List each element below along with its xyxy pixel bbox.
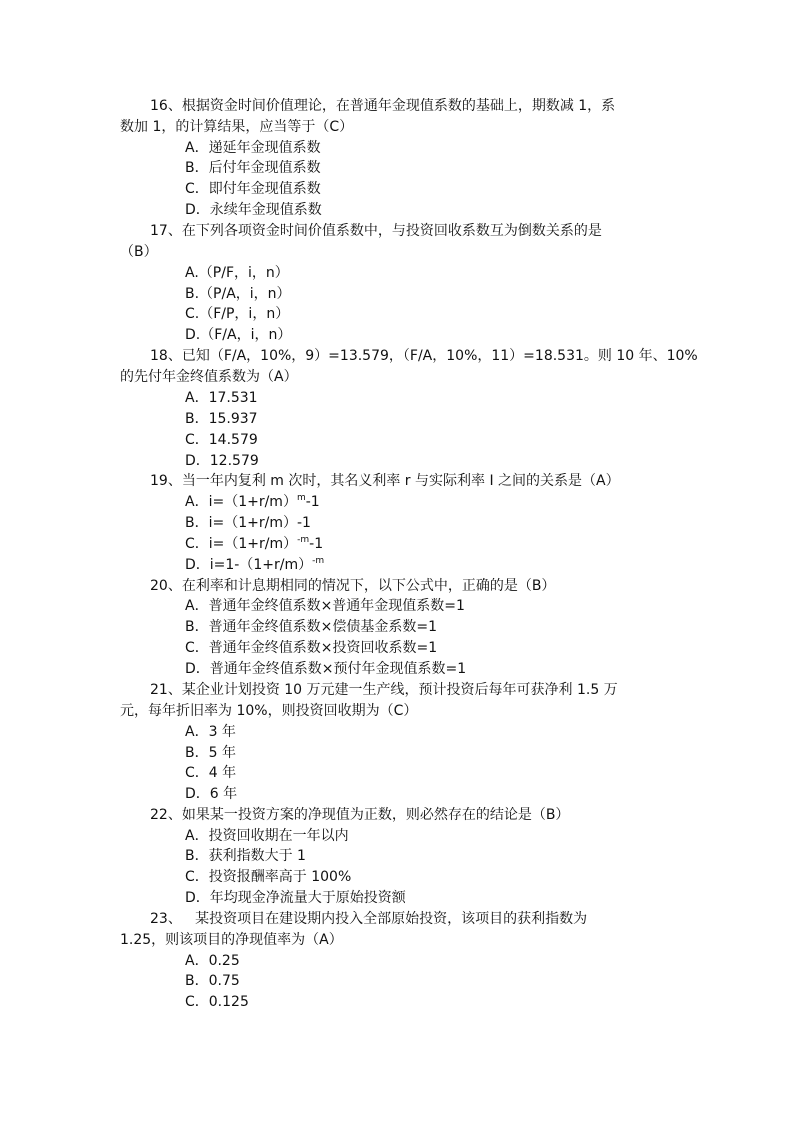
- question-19: 19、当一年内复利 m 次时，其名义利率 r 与实际利率 I 之间的关系是（A）: [150, 473, 620, 489]
- option-19d-base: D．i=1-（1+r/m）: [185, 557, 313, 573]
- question-21: 21、某企业计划投资 10 万元建一生产线，预计投资后每年可获净利 1.5 万: [150, 682, 618, 698]
- option-19c-tail: -1: [309, 536, 324, 552]
- option-19a-tail: -1: [305, 494, 320, 510]
- option-18a: A．17.531: [185, 390, 258, 406]
- option-19b: [185, 513, 311, 533]
- question-16-continued: 数加 1，的计算结果，应当等于（C）: [120, 119, 354, 135]
- option-16b: B．后付年金现值系数: [185, 160, 321, 176]
- question-17: 17、在下列各项资金时间价值系数中，与投资回收系数互为倒数关系的是: [150, 223, 602, 239]
- question-16: 16、根据资金时间价值理论，在普通年金现值系数的基础上，期数减 1，系: [150, 98, 616, 114]
- question-20: 20、在利率和计息期相同的情况下，以下公式中，正确的是（B）: [150, 578, 556, 594]
- option-23b: B．0.75: [185, 973, 240, 989]
- option-16c: C．即付年金现值系数: [185, 181, 321, 197]
- option-19c-base: C．i=（1+r/m）: [185, 536, 298, 552]
- option-18b: B．15.937: [185, 411, 258, 427]
- option-22d: D．年均现金净流量大于原始投资额: [185, 890, 406, 906]
- option-20b: B．普通年金终值系数×偿债基金系数=1: [185, 619, 437, 635]
- option-19d: [185, 555, 324, 575]
- option-17b: B.（P/A，i，n）: [185, 286, 291, 302]
- option-21a: A．3 年: [185, 724, 236, 740]
- option-19c-exponent: -m: [297, 535, 310, 545]
- option-19b-base: B．i=（1+r/m）-1: [185, 515, 311, 531]
- option-18c: C．14.579: [185, 432, 258, 448]
- option-22a: A．投资回收期在一年以内: [185, 828, 349, 844]
- question-23: 23、 某投资项目在建设期内投入全部原始投资，该项目的获利指数为: [150, 911, 588, 927]
- option-20a: A．普通年金终值系数×普通年金现值系数=1: [185, 598, 465, 614]
- option-21b: B．5 年: [185, 745, 236, 761]
- option-22c: C．投资报酬率高于 100%: [185, 869, 352, 885]
- option-20c: C．普通年金终值系数×投资回收系数=1: [185, 640, 438, 656]
- option-21c: C．4 年: [185, 765, 237, 781]
- option-19d-exponent: -m: [312, 556, 325, 566]
- question-22: 22、如果某一投资方案的净现值为正数，则必然存在的结论是（B）: [150, 807, 570, 823]
- option-19a-exponent: m: [296, 493, 306, 503]
- option-17c: C.（F/P，i，n）: [185, 306, 290, 322]
- option-22b: B．获利指数大于 1: [185, 848, 306, 864]
- question-21-continued: 元，每年折旧率为 10%，则投资回收期为（C）: [120, 703, 418, 719]
- option-19a-base: A．i=（1+r/m）: [185, 494, 297, 510]
- option-19a: [185, 492, 320, 512]
- option-20d: D．普通年金终值系数×预付年金现值系数=1: [185, 661, 467, 677]
- option-18d: D．12.579: [185, 453, 259, 469]
- option-23a: A．0.25: [185, 953, 240, 969]
- question-18: 18、已知（F/A，10%，9）=13.579，（F/A，10%，11）=18.531。则 10 年、10%: [150, 348, 698, 364]
- option-17d: D.（F/A，i，n）: [185, 327, 292, 343]
- option-16a: A．递延年金现值系数: [185, 140, 321, 156]
- question-18-continued: 的先付年金终值系数为（A）: [120, 369, 298, 385]
- option-19c: [185, 534, 323, 554]
- option-17a: A.（P/F，i，n）: [185, 265, 289, 281]
- question-23-continued: 1.25，则该项目的净现值率为（A）: [120, 932, 343, 948]
- option-21d: D．6 年: [185, 786, 238, 802]
- option-23c: C．0.125: [185, 994, 249, 1010]
- question-17-continued: （B）: [120, 244, 158, 260]
- option-16d: D．永续年金现值系数: [185, 202, 322, 218]
